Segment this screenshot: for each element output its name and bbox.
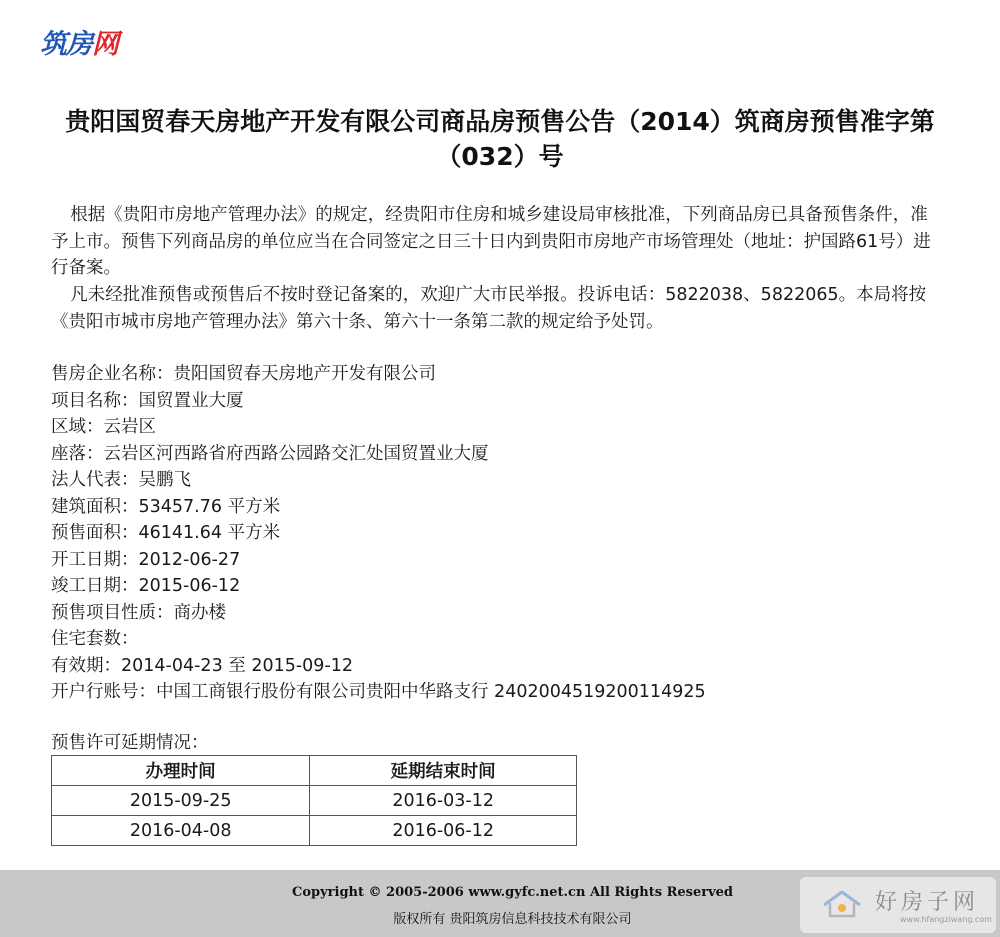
notice-paragraph-1: 根据《贵阳市房地产管理办法》的规定，经贵阳市住房和城乡建设局审核批准，下列商品房已具备预售条件，准予上市。预售下列商品房的单位应当在合同签定之日三十日内到贵阳市房地产市场管理处（地址：护国路61号）进行备案。 bbox=[51, 205, 931, 278]
footer-copyright: Copyright © 2005-2006 www.gyfc.net.cn All Rights Reserved bbox=[292, 885, 733, 900]
cell-extension-end: 2016-06-12 bbox=[310, 816, 577, 846]
header-process-date: 办理时间 bbox=[52, 756, 310, 786]
house-logo-icon bbox=[822, 889, 862, 919]
watermark bbox=[800, 877, 996, 933]
field-property-type: 预售项目性质：商办楼 bbox=[51, 602, 226, 623]
field-validity: 有效期：2014-04-23 至 2015-09-12 bbox=[51, 655, 354, 676]
notice-paragraph-2: 凡未经批准预售或预售后不按时登记备案的，欢迎广大市民举报。投诉电话：5822038、5822065。本局将按《贵阳市城市房地产管理办法》第六十条、第六十一条第二款的规定给予处罚。 bbox=[51, 285, 927, 332]
extension-label: 预售许可延期情况： bbox=[51, 733, 209, 753]
table-row bbox=[52, 786, 577, 816]
field-project-name: 项目名称：国贸置业大厦 bbox=[51, 390, 244, 411]
field-legal-rep: 法人代表：吴鹏飞 bbox=[51, 470, 191, 490]
page-title: 贵阳国贸春天房地产开发有限公司商品房预售公告（2014）筑商房预售准字第（032）号 bbox=[65, 107, 935, 171]
field-location: 座落：云岩区河西路省府西路公园路交汇处国贸置业大厦 bbox=[51, 443, 489, 464]
header-extension-end: 延期结束时间 bbox=[310, 756, 577, 786]
field-bank-account: 开户行账号：中国工商银行股份有限公司贵阳中华路支行 2402004519200114925 bbox=[51, 682, 706, 702]
field-presale-area: 预售面积：46141.64 平方米 bbox=[51, 523, 281, 543]
watermark-text: 好房子网 bbox=[875, 890, 980, 915]
site-logo[interactable] bbox=[40, 22, 118, 61]
cell-process-date: 2016-04-08 bbox=[52, 816, 310, 846]
table-header-row bbox=[52, 756, 577, 786]
field-start-date: 开工日期：2012-06-27 bbox=[51, 549, 241, 570]
logo-part-2: 网 bbox=[92, 29, 118, 60]
project-info-list bbox=[51, 361, 951, 706]
table-row bbox=[52, 816, 577, 846]
cell-extension-end: 2016-03-12 bbox=[310, 786, 577, 816]
field-district: 区域：云岩区 bbox=[51, 417, 156, 437]
watermark-url: www.hfangziwang.com bbox=[900, 915, 993, 924]
field-completion-date: 竣工日期：2015-06-12 bbox=[51, 576, 241, 596]
footer-owner: 版权所有 贵阳筑房信息科技技术有限公司 bbox=[393, 912, 632, 927]
logo-part-1: 筑房 bbox=[40, 29, 92, 60]
field-seller: 售房企业名称：贵阳国贸春天房地产开发有限公司 bbox=[51, 364, 436, 384]
field-building-area: 建筑面积：53457.76 平方米 bbox=[51, 496, 281, 517]
field-housing-units: 住宅套数： bbox=[51, 629, 139, 649]
extension-table bbox=[51, 755, 577, 846]
cell-process-date: 2015-09-25 bbox=[52, 786, 310, 816]
